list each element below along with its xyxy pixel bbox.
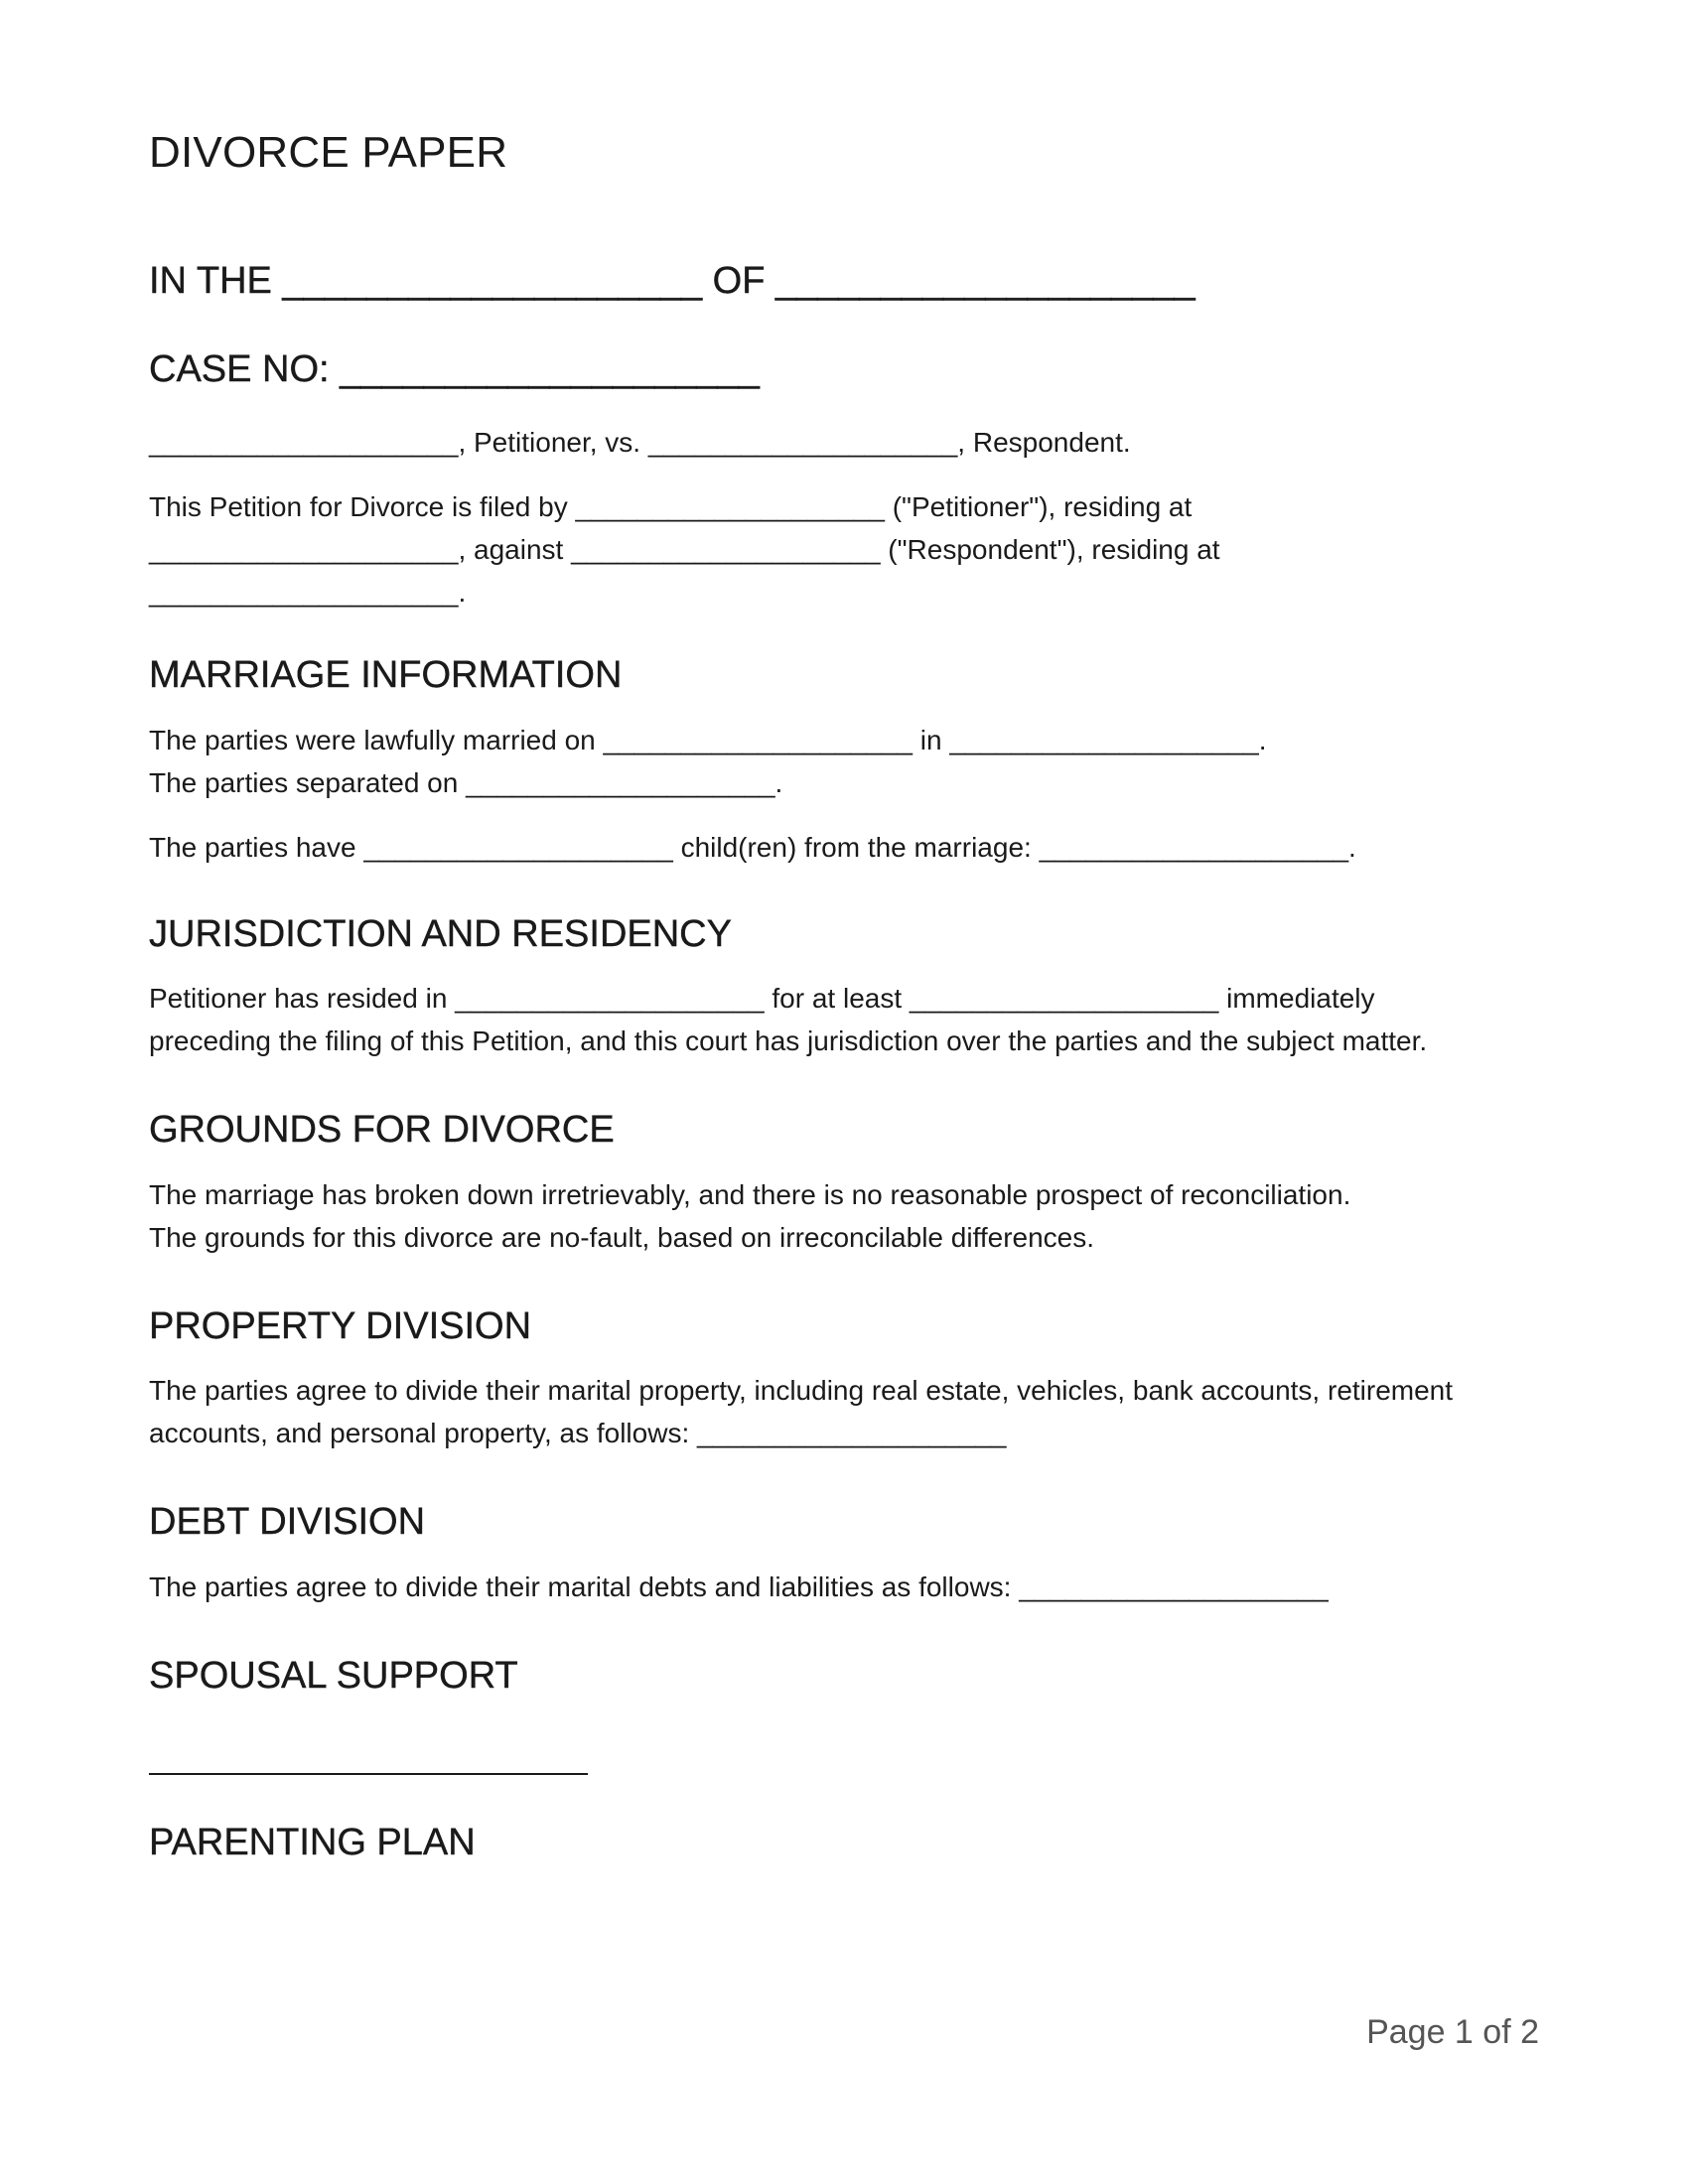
spousal-support-blank-line — [149, 1773, 588, 1775]
document-title: DIVORCE PAPER — [149, 128, 508, 177]
parties-line: ____________________, Petitioner, vs. ____________________, Respondent. — [149, 426, 1131, 458]
jurisdiction-line-1: Petitioner has resided in ____________________ for at least ____________________ immediately — [149, 983, 1375, 1015]
debt-line: The parties agree to divide their marital debts and liabilities as follows: ____________________ — [149, 1570, 1329, 1602]
grounds-line-2: The grounds for this divorce are no-fault, based on irreconcilable differences. — [149, 1221, 1095, 1253]
document-body — [149, 127, 1539, 1865]
marriage-paragraph — [149, 719, 1539, 804]
section-heading-debt: DEBT DIVISION — [149, 1501, 426, 1544]
intro-line-2: ____________________, against ____________________ ("Respondent"), residing at — [149, 533, 1220, 565]
intro-line-3: ____________________. — [149, 576, 467, 608]
jurisdiction-paragraph — [149, 977, 1539, 1062]
intro-line-1: This Petition for Divorce is filed by ____________________ ("Petitioner"), residing at — [149, 490, 1193, 522]
case-number-line: CASE NO: ____________________ — [149, 348, 760, 391]
property-line-1: The parties agree to divide their marital property, including real estate, vehicles, bank accounts, retirement — [149, 1375, 1454, 1407]
marriage-line-1: The parties were lawfully married on ____________________ in ____________________. — [149, 724, 1267, 755]
grounds-paragraph — [149, 1173, 1539, 1259]
intro-paragraph — [149, 485, 1539, 614]
marriage-line-2: The parties separated on ____________________. — [149, 766, 783, 798]
section-heading-grounds: GROUNDS FOR DIVORCE — [149, 1109, 615, 1152]
jurisdiction-line-2: preceding the filing of this Petition, and this court has jurisdiction over the parties and the subject matter. — [149, 1025, 1428, 1057]
grounds-line-1: The marriage has broken down irretrievably, and there is no reasonable prospect of reconciliation. — [149, 1178, 1351, 1210]
children-line: The parties have ____________________ child(ren) from the marriage: ____________________. — [149, 831, 1356, 863]
property-paragraph — [149, 1369, 1539, 1454]
section-heading-property: PROPERTY DIVISION — [149, 1304, 532, 1347]
property-line-2: accounts, and personal property, as follows: ____________________ — [149, 1418, 1007, 1449]
court-line: IN THE ____________________ OF ____________________ — [149, 259, 1196, 302]
section-heading-jurisdiction: JURISDICTION AND RESIDENCY — [149, 912, 732, 955]
section-heading-spousal-support: SPOUSAL SUPPORT — [149, 1654, 518, 1697]
page-number: Page 1 of 2 — [1366, 2013, 1539, 2051]
section-heading-parenting-plan: PARENTING PLAN — [149, 1821, 476, 1863]
section-heading-marriage: MARRIAGE INFORMATION — [149, 653, 623, 696]
